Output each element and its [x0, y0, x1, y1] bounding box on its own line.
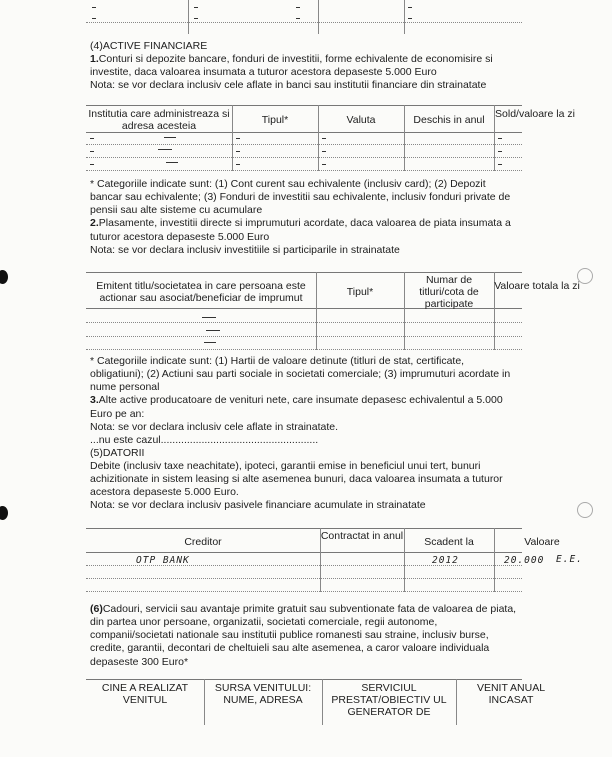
table1-header-opened-year: Deschis in anul: [413, 114, 485, 126]
item3-number: 3.: [90, 394, 99, 407]
section6-number: (6): [90, 603, 103, 615]
table1-header-currency: Valuta: [346, 114, 376, 126]
investments-table: [86, 272, 580, 350]
section4-heading: (4)ACTIVE FINANCIARE: [90, 40, 208, 52]
table4-header-service: SERVICIUL PRESTAT/OBIECTIV UL GENERATOR DE: [331, 682, 447, 719]
table2-header-total-value: Valoare totala la zi: [494, 280, 580, 292]
section4-intro: [90, 40, 520, 93]
bank-accounts-table: [86, 105, 575, 171]
table2-header-type: Tipul*: [346, 286, 374, 298]
table1-header-balance: Sold/valoare la zi: [495, 108, 575, 120]
section5-note: Nota: se vor declara inclusiv pasivele financiare acumulate in strainatate: [90, 499, 426, 512]
table3-header-due: Scadent la: [424, 536, 474, 548]
section4-bottom: [90, 355, 520, 513]
table4-header-annual-income: VENIT ANUAL INCASAT: [476, 682, 546, 707]
table1-header-institution: Institutia care administreaza si adresa acesteia: [88, 108, 230, 133]
previous-table-remnant: [86, 0, 522, 34]
section6-intro: [90, 603, 520, 669]
section4-middle: [90, 178, 520, 257]
item2-text: Plasamente, investitii directe si imprumuturi acordate, daca valoarea de piata insumata a tuturor acestora depaseste 5.000 Euro: [90, 217, 511, 243]
debt-due-year: 2012: [432, 555, 459, 566]
table1-footnote: * Categoriile indicate sunt: (1) Cont curent sau echivalente (inclusiv card); (2) Depozit bancar sau echivalente; (3) Fonduri de investitii sau echivalente, inclusiv fonduri private de pensii sau alte sisteme cu acumulare: [90, 178, 511, 217]
table1-header-type: Tipul*: [261, 114, 289, 126]
table4-header-who: CINE A REALIZAT VENITUL: [101, 682, 189, 707]
item1-text: Conturi si depozite bancare, fonduri de investitii, forme echivalente de economisire si investite, daca valoarea insumata a tuturor acestora depaseste 5.000 Euro: [90, 53, 493, 79]
punch-hole-top: [0, 270, 8, 284]
table3-header-value: Valoare: [524, 536, 560, 548]
table2-footnote: * Categoriile indicate sunt: (1) Hartii de valoare detinute (titluri de stat, certificate, obligatiuni); (2) Actiuni sau parti sociale in societati comerciale; (3) imprumuturi acordate in nume personal: [90, 355, 511, 394]
item3-answer: ...nu este cazul......................................................: [90, 433, 319, 446]
item2-note: Nota: se vor declara inclusiv investitiile si participarile in strainatate: [90, 243, 400, 256]
gifts-table: [86, 679, 546, 725]
table3-header-creditor: Creditor: [184, 536, 222, 548]
table4-header-source: SURSA VENITULUI: NUME, ADRESA: [214, 682, 312, 707]
scan-ring-top: [577, 268, 593, 284]
punch-hole-bottom: [0, 506, 8, 520]
scan-ring-bottom: [577, 502, 593, 518]
item1-note: Nota: se vor declara inclusiv cele aflate in banci sau institutii financiare din strainatate: [90, 79, 487, 92]
section5-heading: (5)DATORII: [90, 446, 145, 459]
debt-currency: E.E.: [556, 554, 583, 565]
debt-creditor: OTP BANK: [136, 555, 190, 566]
table2-header-share-count: Numar de titluri/cota de participate: [419, 274, 479, 311]
item2-number: 2.: [90, 217, 99, 230]
table2-header-issuer: Emitent titlu/societatea in care persoana este actionar sau asociat/beneficiar de imprumut: [96, 280, 306, 305]
item3-note: Nota: se vor declara inclusiv cele aflate in strainatate.: [90, 420, 339, 433]
item1-number: 1.: [90, 53, 99, 66]
section6-text: Cadouri, servicii sau avantaje primite gratuit sau subventionate fata de valoarea de piata, din partea unor persoane, organizatii, societati comerciale, regii autonome, companii/societati nationale sau institutii publice romanesti sau straine, inclusiv burse, credite, garantii, decontari de cheltuieli sau alte asemenea, a caror valoare individuala depaseste 300 Euro*: [90, 603, 517, 668]
debts-table: [86, 528, 583, 592]
item3-text: Alte active producatoare de venituri nete, care insumate depasesc echivalentul a 5.000 Euro pe an:: [90, 394, 503, 420]
section5-text: Debite (inclusiv taxe neachitate), ipoteci, garantii emise in beneficiul unui tert, bunuri achizitionate in sistem leasing si alte asemenea bunuri, daca valoarea insumata a tuturor acestora depaseste 5.000 Euro.: [90, 460, 503, 499]
table3-header-contracted-year: Contractat in anul: [320, 530, 404, 542]
debt-value: 20.000: [504, 555, 545, 566]
